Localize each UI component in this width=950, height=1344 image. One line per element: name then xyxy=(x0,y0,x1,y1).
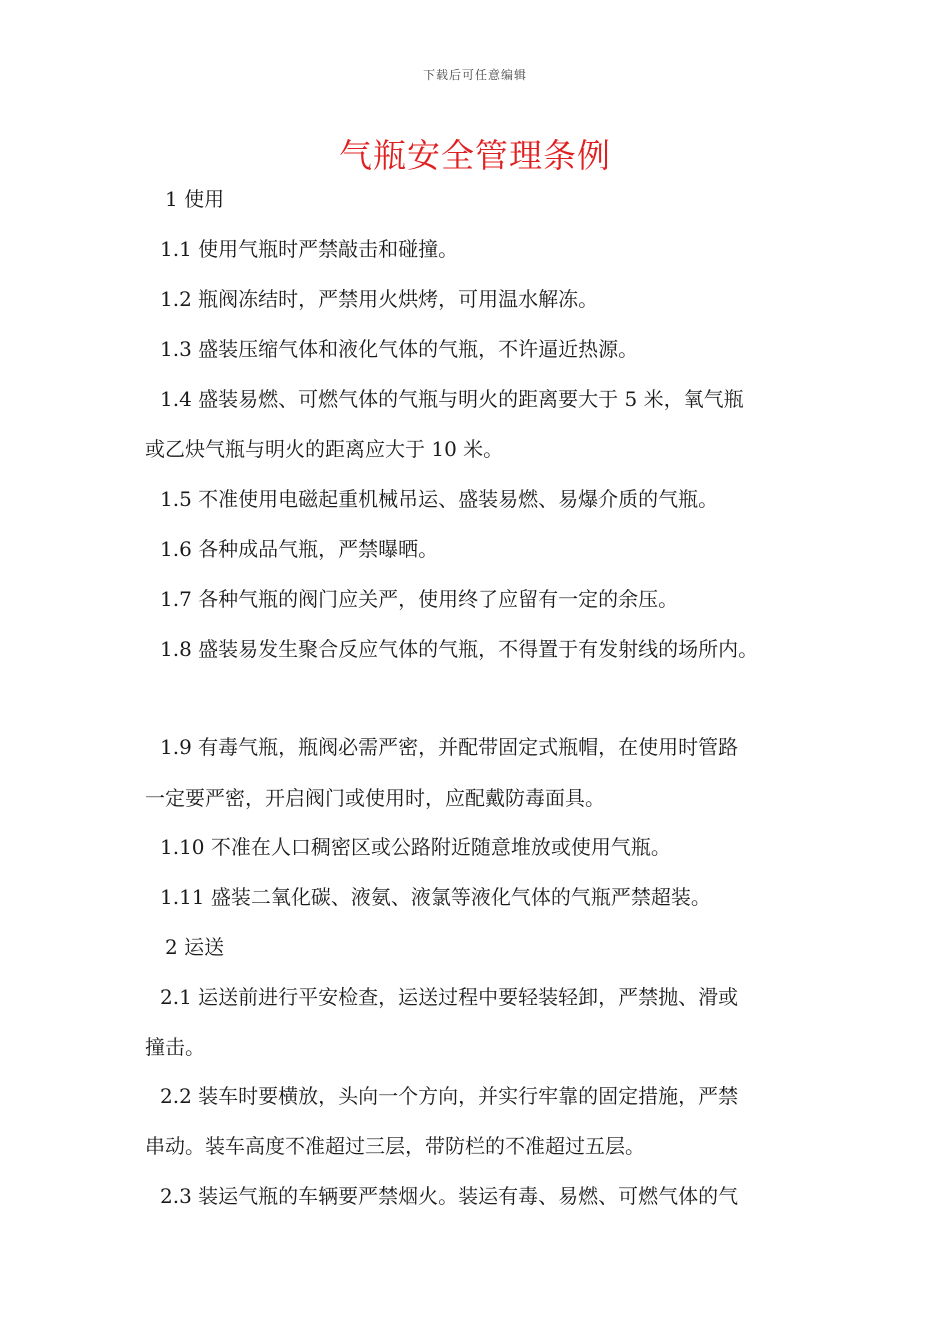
paragraph-line: 1.5 不准使用电磁起重机械吊运、盛装易燃、易爆介质的气瓶。 xyxy=(160,487,719,511)
paragraph-line: 1.4 盛装易燃、可燃气体的气瓶与明火的距离要大于 5 米，氧气瓶 xyxy=(160,387,744,411)
section-heading: 2 运送 xyxy=(165,935,225,959)
paragraph-line: 1.10 不准在人口稠密区或公路附近随意堆放或使用气瓶。 xyxy=(160,835,671,859)
paragraph-line: 1.6 各种成品气瓶，严禁曝晒。 xyxy=(160,537,439,561)
paragraph-line: 1.2 瓶阀冻结时，严禁用火烘烤，可用温水解冻。 xyxy=(160,287,599,311)
paragraph-line: 1.9 有毒气瓶，瓶阀必需严密，并配带固定式瓶帽，在使用时管路 xyxy=(160,735,739,759)
paragraph-line: 1.7 各种气瓶的阀门应关严，使用终了应留有一定的余压。 xyxy=(160,587,679,611)
paragraph-line: 2.2 装车时要横放，头向一个方向，并实行牢靠的固定措施，严禁 xyxy=(160,1084,739,1108)
paragraph-line: 撞击。 xyxy=(145,1035,205,1059)
paragraph-line: 或乙炔气瓶与明火的距离应大于 10 米。 xyxy=(145,437,504,461)
header-note: 下载后可任意编辑 xyxy=(422,68,527,82)
section-heading: 1 使用 xyxy=(165,187,225,211)
paragraph-line: 1.1 使用气瓶时严禁敲击和碰撞。 xyxy=(160,237,459,261)
paragraph-line: 串动。装车高度不准超过三层，带防栏的不准超过五层。 xyxy=(145,1134,645,1158)
paragraph-line: 1.3 盛装压缩气体和液化气体的气瓶，不许逼近热源。 xyxy=(160,337,639,361)
paragraph-line: 2.3 装运气瓶的车辆要严禁烟火。装运有毒、易燃、可燃气体的气 xyxy=(160,1184,739,1208)
document-title: 气瓶安全管理条例 xyxy=(339,136,611,175)
paragraph-line: 1.11 盛装二氧化碳、液氨、液氯等液化气体的气瓶严禁超装。 xyxy=(160,885,711,909)
paragraph-line: 1.8 盛装易发生聚合反应气体的气瓶，不得置于有发射线的场所内。 xyxy=(160,637,759,661)
paragraph-line: 一定要严密，开启阀门或使用时，应配戴防毒面具。 xyxy=(145,786,605,810)
paragraph-line: 2.1 运送前进行平安检查，运送过程中要轻装轻卸，严禁抛、滑或 xyxy=(160,985,739,1009)
